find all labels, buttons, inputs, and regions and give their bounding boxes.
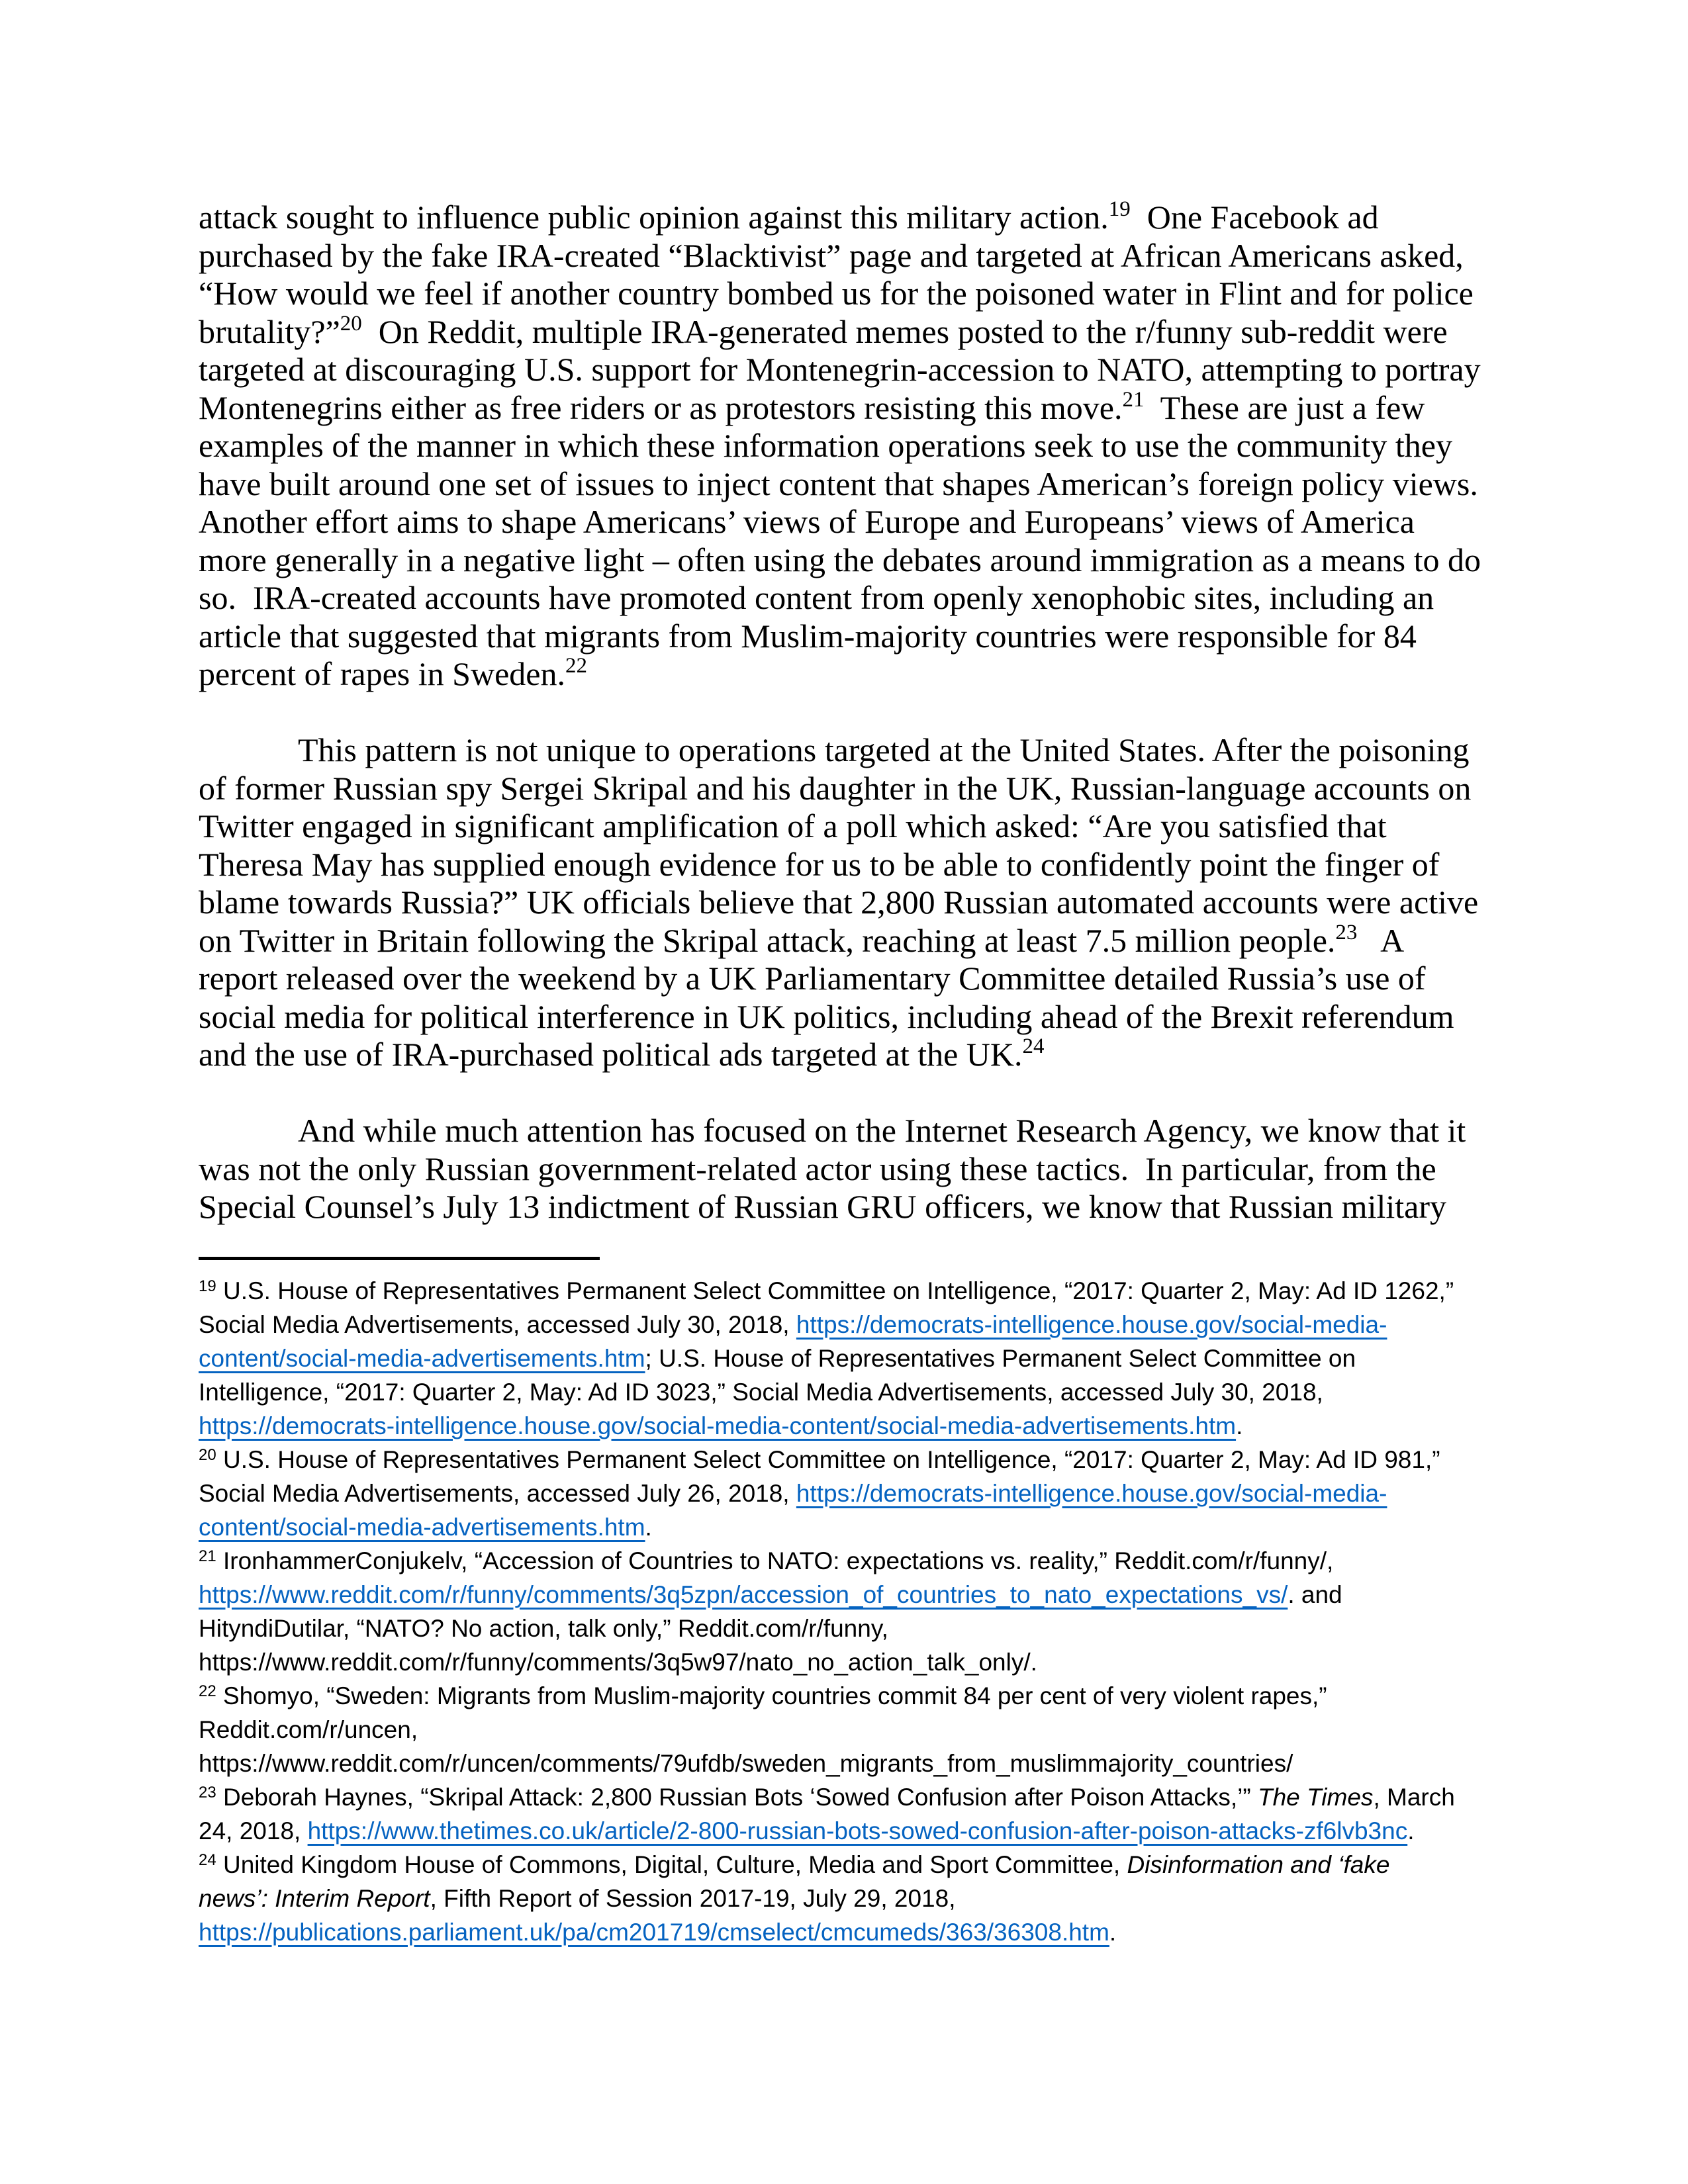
footnote <box>199 1848 1529 1949</box>
text-run: https://www.reddit.com/r/funny/comments/3q5w97/nato_no_action_talk_only/. <box>199 1649 1037 1676</box>
text-run: . <box>1236 1412 1243 1439</box>
text-line <box>199 1645 1529 1679</box>
footnote <box>199 1780 1529 1848</box>
text-run: of former Russian spy Sergei Skripal and his daughter in the UK, Russian-language accounts on <box>199 769 1472 807</box>
text-line <box>199 807 1493 846</box>
text-run: , March <box>1373 1784 1455 1811</box>
text-run: social media for political interference in UK politics, including ahead of the Brexit referendum <box>199 997 1454 1035</box>
footnote-reference: 24 <box>199 1851 216 1869</box>
text-line <box>199 1848 1529 1882</box>
text-line <box>199 579 1493 617</box>
text-line <box>199 770 1493 808</box>
text-line <box>199 922 1493 960</box>
text-run: United Kingdom House of Commons, Digital, Culture, Media and Sport Committee, <box>216 1851 1127 1878</box>
text-run: brutality?” <box>199 312 340 350</box>
text-run: Twitter engaged in significant amplification of a poll which asked: “Are you satisfied that <box>199 807 1387 844</box>
text-run: U.S. House of Representatives Permanent Select Committee on Intelligence, “2017: Quarter 2, May: Ad ID 981,” <box>216 1446 1440 1473</box>
footnotes-section <box>199 1274 1529 1949</box>
footnote-reference: 19 <box>1108 197 1131 221</box>
text-line <box>199 1150 1493 1189</box>
text-run: , Fifth Report of Session 2017-19, July 29, 2018, <box>430 1885 956 1912</box>
text-run: Montenegrins either as free riders or as protestors resisting this move. <box>199 388 1123 426</box>
paragraph <box>199 731 1493 1074</box>
text-run: news’: Interim Report <box>199 1885 430 1912</box>
text-line <box>199 1814 1529 1848</box>
text-line <box>199 1112 1493 1150</box>
text-run: On Reddit, multiple IRA-generated memes posted to the r/funny sub-reddit were <box>361 312 1448 350</box>
footnote-reference: 22 <box>199 1682 216 1700</box>
body-text <box>199 199 1493 1226</box>
text-run: . <box>1109 1919 1117 1946</box>
hyperlink[interactable]: https://www.reddit.com/r/funny/comments/3q5zpn/accession_of_countries_to_nato_expectations_vs/ <box>199 1581 1288 1608</box>
text-line <box>199 199 1493 237</box>
text-line <box>199 1036 1493 1074</box>
text-run: Reddit.com/r/uncen, <box>199 1716 418 1743</box>
footnote <box>199 1443 1529 1544</box>
text-line <box>199 313 1493 351</box>
text-line <box>199 1780 1529 1814</box>
footnote-reference: 20 <box>340 311 362 336</box>
footnote-separator <box>199 1257 600 1260</box>
text-run: These are just a few <box>1144 388 1425 426</box>
text-run: . and <box>1288 1581 1342 1608</box>
text-run: percent of rapes in Sweden. <box>199 655 565 692</box>
text-line <box>199 1510 1529 1544</box>
text-line <box>199 655 1493 694</box>
text-run: Intelligence, “2017: Quarter 2, May: Ad ID 3023,” Social Media Advertisements, accessed July 30, 2018, <box>199 1379 1323 1406</box>
text-run: targeted at discouraging U.S. support for Montenegrin-accession to NATO, attempting to portray <box>199 351 1481 388</box>
text-run: Social Media Advertisements, accessed July 30, 2018, <box>199 1311 796 1338</box>
text-run: Deborah Haynes, “Skripal Attack: 2,800 Russian Bots ‘Sowed Confusion after Poison Attacks,’” <box>216 1784 1258 1811</box>
text-line <box>199 541 1493 580</box>
text-run: blame towards Russia?” UK officials believe that 2,800 Russian automated accounts were active <box>199 884 1479 921</box>
text-run: Another effort aims to shape Americans’ views of Europe and Europeans’ views of America <box>199 503 1415 540</box>
text-run: 24, 2018, <box>199 1817 308 1844</box>
text-run: HityndiDutilar, “NATO? No action, talk only,” Reddit.com/r/funny, <box>199 1615 888 1642</box>
text-run: Theresa May has supplied enough evidence for us to be able to confidently point the finger of <box>199 845 1440 883</box>
text-run: Disinformation and ‘fake <box>1127 1851 1390 1878</box>
text-line <box>199 465 1493 504</box>
text-run: A <box>1357 921 1405 959</box>
hyperlink[interactable]: content/social-media-advertisements.htm <box>199 1345 645 1372</box>
text-line <box>199 960 1493 998</box>
text-line <box>199 884 1493 922</box>
text-run: purchased by the fake IRA-created “Blacktivist” page and targeted at African Americans asked, <box>199 236 1464 274</box>
text-line <box>199 1612 1529 1645</box>
text-line <box>199 351 1493 389</box>
text-run: One Facebook ad <box>1130 199 1379 236</box>
footnote <box>199 1274 1529 1443</box>
paragraph <box>199 1112 1493 1226</box>
footnote-reference: 22 <box>565 654 587 678</box>
hyperlink[interactable]: https://democrats-intelligence.house.gov/social-media- <box>796 1480 1387 1507</box>
text-run: have built around one set of issues to inject content that shapes American’s foreign policy views. <box>199 465 1478 502</box>
text-run: U.S. House of Representatives Permanent Select Committee on Intelligence, “2017: Quarter 2, May: Ad ID 1262,” <box>216 1277 1454 1304</box>
text-line <box>199 731 1493 770</box>
text-line <box>199 1409 1529 1443</box>
footnote-reference: 23 <box>1335 920 1358 944</box>
text-line <box>199 1308 1529 1342</box>
text-line <box>199 1747 1529 1780</box>
text-line <box>199 846 1493 884</box>
text-run: examples of the manner in which these information operations seek to use the community they <box>199 427 1452 464</box>
text-run: Special Counsel’s July 13 indictment of Russian GRU officers, we know that Russian military <box>199 1188 1446 1225</box>
text-line <box>199 389 1493 428</box>
footnote-reference: 21 <box>199 1547 216 1565</box>
text-run: https://www.reddit.com/r/uncen/comments/79ufdb/sweden_migrants_from_muslimmajority_countries/ <box>199 1750 1293 1777</box>
text-run: was not the only Russian government-related actor using these tactics. In particular, from the <box>199 1150 1436 1187</box>
text-line <box>199 275 1493 313</box>
text-run: and the use of IRA-purchased political ads targeted at the UK. <box>199 1036 1023 1073</box>
footnote-reference: 21 <box>1122 387 1145 412</box>
text-run: IronhammerConjukelv, “Accession of Countries to NATO: expectations vs. reality,” Reddit.com/r/funny/, <box>216 1547 1334 1574</box>
text-line <box>199 617 1493 656</box>
hyperlink[interactable]: https://democrats-intelligence.house.gov/social-media-content/social-media-advertisements.htm <box>199 1412 1237 1439</box>
footnote-reference: 23 <box>199 1784 216 1801</box>
text-line <box>199 1882 1529 1915</box>
text-line <box>199 1342 1529 1375</box>
hyperlink[interactable]: content/social-media-advertisements.htm <box>199 1514 645 1541</box>
hyperlink[interactable]: https://publications.parliament.uk/pa/cm201719/cmselect/cmcumeds/363/36308.htm <box>199 1919 1109 1946</box>
text-line <box>199 1443 1529 1477</box>
text-line <box>199 1375 1529 1409</box>
text-run: report released over the weekend by a UK Parliamentary Committee detailed Russia’s use of <box>199 960 1426 997</box>
text-line <box>199 503 1493 541</box>
text-run: And while much attention has focused on the Internet Research Agency, we know that it <box>298 1112 1466 1149</box>
footnote <box>199 1679 1529 1780</box>
text-line <box>199 1713 1529 1747</box>
footnote-reference: 24 <box>1022 1034 1045 1058</box>
text-line <box>199 237 1493 275</box>
text-run: more generally in a negative light – often using the debates around immigration as a means to do <box>199 541 1481 578</box>
text-run: “How would we feel if another country bombed us for the poisoned water in Flint and for police <box>199 275 1474 312</box>
text-run: ; U.S. House of Representatives Permanent Select Committee on <box>645 1345 1356 1372</box>
text-line <box>199 1915 1529 1949</box>
text-line <box>199 1544 1529 1578</box>
text-run: This pattern is not unique to operations targeted at the United States. After the poisoning <box>298 731 1470 768</box>
hyperlink[interactable]: https://democrats-intelligence.house.gov/social-media- <box>796 1311 1387 1338</box>
text-line <box>199 1188 1493 1226</box>
text-run: The Times <box>1258 1784 1374 1811</box>
text-run: . <box>645 1514 652 1541</box>
text-line <box>199 1578 1529 1612</box>
text-line <box>199 427 1493 465</box>
text-run: Shomyo, “Sweden: Migrants from Muslim-majority countries commit 84 per cent of very violent rapes,” <box>216 1682 1327 1709</box>
text-line <box>199 1477 1529 1510</box>
text-run: . <box>1407 1817 1415 1844</box>
footnote-reference: 20 <box>199 1446 216 1464</box>
footnote-reference: 19 <box>199 1277 216 1295</box>
text-run: Social Media Advertisements, accessed July 26, 2018, <box>199 1480 796 1507</box>
hyperlink[interactable]: https://www.thetimes.co.uk/article/2-800-russian-bots-sowed-confusion-after-poison-attacks-zf6lvb3nc <box>307 1817 1408 1844</box>
text-line <box>199 1274 1529 1308</box>
text-run: so. IRA-created accounts have promoted content from openly xenophobic sites, including an <box>199 579 1434 616</box>
text-run: article that suggested that migrants from Muslim-majority countries were responsible for 84 <box>199 617 1417 655</box>
paragraph <box>199 199 1493 694</box>
text-run: on Twitter in Britain following the Skripal attack, reaching at least 7.5 million people. <box>199 921 1336 959</box>
footnote <box>199 1544 1529 1679</box>
text-line <box>199 1679 1529 1713</box>
text-run: attack sought to influence public opinion against this military action. <box>199 199 1109 236</box>
text-line <box>199 998 1493 1036</box>
